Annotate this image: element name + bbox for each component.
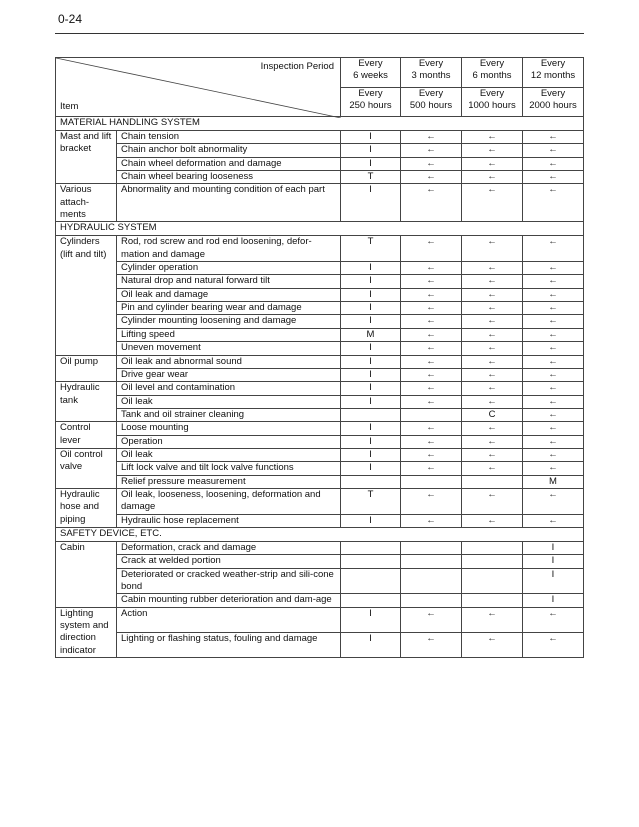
interval-mark: I — [341, 607, 401, 632]
table-row — [56, 262, 584, 275]
interval-mark: ← — [401, 435, 462, 448]
interval-mark — [462, 594, 523, 607]
interval-mark: ← — [462, 342, 523, 355]
interval-mark: I — [341, 382, 401, 395]
hours-header: Every 250 hours — [341, 87, 401, 117]
interval-mark: ← — [462, 144, 523, 157]
interval-mark: I — [341, 275, 401, 288]
interval-mark — [341, 408, 401, 421]
interval-mark: M — [523, 475, 584, 488]
interval-mark: I — [341, 144, 401, 157]
item-label: Item — [60, 100, 79, 112]
interval-mark: ← — [523, 288, 584, 301]
interval-mark: ← — [401, 275, 462, 288]
interval-mark: ← — [401, 395, 462, 408]
check-item: Oil leak, looseness, loosening, deformation and damage — [117, 488, 341, 514]
check-item: Rod, rod screw and rod end loosening, defor-mation and damage — [117, 236, 341, 262]
interval-mark: ← — [401, 144, 462, 157]
table-row — [56, 632, 584, 657]
interval-mark: ← — [462, 131, 523, 144]
interval-mark: I — [523, 568, 584, 594]
interval-mark — [341, 475, 401, 488]
table-row — [56, 131, 584, 144]
component-cell: Cylinders (lift and tilt) — [56, 236, 117, 355]
interval-mark: I — [341, 342, 401, 355]
interval-mark: T — [341, 236, 401, 262]
period-header: Every 3 months — [401, 58, 462, 88]
check-item: Uneven movement — [117, 342, 341, 355]
interval-mark: ← — [523, 382, 584, 395]
section-row — [56, 527, 584, 541]
interval-mark: ← — [523, 632, 584, 657]
interval-mark: ← — [462, 632, 523, 657]
check-item: Abnormality and mounting condition of each part — [117, 184, 341, 222]
interval-mark: I — [523, 594, 584, 607]
table-row — [56, 275, 584, 288]
interval-mark: ← — [462, 422, 523, 435]
interval-mark: ← — [401, 488, 462, 514]
check-item: Lift lock valve and tilt lock valve functions — [117, 462, 341, 475]
interval-mark: ← — [462, 328, 523, 341]
interval-mark: ← — [462, 288, 523, 301]
interval-mark: ← — [523, 184, 584, 222]
interval-mark: ← — [401, 302, 462, 315]
interval-mark: I — [341, 462, 401, 475]
interval-mark: I — [341, 302, 401, 315]
interval-mark — [341, 541, 401, 554]
interval-mark: ← — [401, 184, 462, 222]
interval-mark: ← — [523, 302, 584, 315]
section-row — [56, 222, 584, 236]
interval-mark — [341, 555, 401, 568]
interval-mark: ← — [523, 275, 584, 288]
interval-mark: I — [341, 422, 401, 435]
interval-mark: ← — [462, 448, 523, 461]
interval-mark: ← — [523, 514, 584, 527]
interval-mark: ← — [401, 632, 462, 657]
check-item: Deformation, crack and damage — [117, 541, 341, 554]
interval-mark: I — [341, 288, 401, 301]
check-item: Lighting or flashing status, fouling and damage — [117, 632, 341, 657]
interval-mark: ← — [462, 488, 523, 514]
check-item: Lifting speed — [117, 328, 341, 341]
section-title: HYDRAULIC SYSTEM — [56, 222, 584, 236]
table-row — [56, 368, 584, 381]
interval-mark: ← — [462, 607, 523, 632]
table-row — [56, 157, 584, 170]
interval-mark — [341, 594, 401, 607]
check-item: Relief pressure measurement — [117, 475, 341, 488]
interval-mark: ← — [401, 328, 462, 341]
check-item: Chain anchor bolt abnormality — [117, 144, 341, 157]
interval-mark: I — [341, 157, 401, 170]
check-item: Cabin mounting rubber deterioration and dam-age — [117, 594, 341, 607]
check-item: Oil level and contamination — [117, 382, 341, 395]
interval-mark: T — [341, 171, 401, 184]
component-cell: Hydraulic tank — [56, 382, 117, 422]
interval-mark: ← — [401, 355, 462, 368]
interval-mark: ← — [462, 236, 523, 262]
interval-mark: ← — [523, 328, 584, 341]
interval-mark: ← — [523, 157, 584, 170]
interval-mark: ← — [523, 131, 584, 144]
interval-mark: ← — [401, 422, 462, 435]
interval-mark: ← — [401, 262, 462, 275]
check-item: Oil leak and damage — [117, 288, 341, 301]
table-row — [56, 514, 584, 527]
check-item: Pin and cylinder bearing wear and damage — [117, 302, 341, 315]
interval-mark: ← — [523, 144, 584, 157]
check-item: Oil leak — [117, 448, 341, 461]
component-cell: Control lever — [56, 422, 117, 449]
interval-mark: ← — [523, 368, 584, 381]
component-cell: Various attach-ments — [56, 184, 117, 222]
interval-mark: ← — [401, 382, 462, 395]
check-item: Oil leak and abnormal sound — [117, 355, 341, 368]
check-item: Deteriorated or cracked weather-strip and sili-cone bond — [117, 568, 341, 594]
check-item: Cylinder mounting loosening and damage — [117, 315, 341, 328]
table-row — [56, 395, 584, 408]
interval-mark: M — [341, 328, 401, 341]
interval-mark: ← — [523, 262, 584, 275]
hours-header: Every 500 hours — [401, 87, 462, 117]
table-row — [56, 488, 584, 514]
table-row — [56, 541, 584, 554]
check-item: Tank and oil strainer cleaning — [117, 408, 341, 421]
component-cell: Oil pump — [56, 355, 117, 382]
interval-mark — [401, 408, 462, 421]
interval-mark: I — [341, 514, 401, 527]
interval-mark — [401, 568, 462, 594]
interval-mark: ← — [401, 315, 462, 328]
interval-mark — [401, 541, 462, 554]
interval-mark: ← — [523, 315, 584, 328]
interval-mark — [462, 568, 523, 594]
component-cell: Mast and lift bracket — [56, 131, 117, 184]
table-row — [56, 144, 584, 157]
interval-mark: ← — [401, 448, 462, 461]
table-row — [56, 328, 584, 341]
check-item: Oil leak — [117, 395, 341, 408]
check-item: Action — [117, 607, 341, 632]
table-row — [56, 184, 584, 222]
interval-mark: ← — [523, 408, 584, 421]
interval-mark: ← — [462, 395, 523, 408]
interval-mark: ← — [462, 302, 523, 315]
section-row — [56, 117, 584, 131]
interval-mark: ← — [462, 262, 523, 275]
table-row — [56, 382, 584, 395]
interval-mark: I — [523, 541, 584, 554]
table-row — [56, 236, 584, 262]
interval-mark: ← — [462, 171, 523, 184]
table-row — [56, 475, 584, 488]
interval-mark: I — [341, 368, 401, 381]
interval-mark: ← — [462, 184, 523, 222]
table-row — [56, 288, 584, 301]
interval-mark: ← — [401, 514, 462, 527]
section-title: MATERIAL HANDLING SYSTEM — [56, 117, 584, 131]
interval-mark: I — [341, 184, 401, 222]
component-cell: Hydraulic hose and piping — [56, 488, 117, 527]
inspection-table — [55, 57, 584, 658]
interval-mark: ← — [462, 462, 523, 475]
interval-mark: ← — [462, 435, 523, 448]
interval-mark — [401, 475, 462, 488]
header-rule — [55, 33, 584, 34]
table-row — [56, 555, 584, 568]
check-item: Operation — [117, 435, 341, 448]
interval-mark: ← — [462, 275, 523, 288]
interval-mark: ← — [523, 395, 584, 408]
interval-mark: ← — [523, 236, 584, 262]
interval-mark: ← — [523, 342, 584, 355]
interval-mark: I — [341, 131, 401, 144]
interval-mark: T — [341, 488, 401, 514]
interval-mark: ← — [462, 157, 523, 170]
interval-mark: I — [523, 555, 584, 568]
interval-mark: I — [341, 355, 401, 368]
table-row — [56, 607, 584, 632]
check-item: Loose mounting — [117, 422, 341, 435]
table-row — [56, 355, 584, 368]
interval-mark: ← — [401, 157, 462, 170]
check-item: Cylinder operation — [117, 262, 341, 275]
component-cell: Oil control valve — [56, 448, 117, 488]
check-item: Chain wheel bearing looseness — [117, 171, 341, 184]
interval-mark: I — [341, 315, 401, 328]
interval-mark: ← — [462, 368, 523, 381]
interval-mark: ← — [401, 288, 462, 301]
check-item: Chain tension — [117, 131, 341, 144]
interval-mark — [462, 541, 523, 554]
table-row — [56, 342, 584, 355]
interval-mark: ← — [523, 488, 584, 514]
table-row — [56, 408, 584, 421]
interval-mark: ← — [523, 448, 584, 461]
period-header: Every 6 months — [462, 58, 523, 88]
period-header: Every 12 months — [523, 58, 584, 88]
interval-mark: C — [462, 408, 523, 421]
check-item: Drive gear wear — [117, 368, 341, 381]
interval-mark: ← — [401, 342, 462, 355]
hours-header: Every 2000 hours — [523, 87, 584, 117]
interval-mark: ← — [523, 607, 584, 632]
header-row-period — [56, 58, 584, 88]
table-body — [56, 117, 584, 658]
interval-mark — [462, 475, 523, 488]
interval-mark: I — [341, 435, 401, 448]
table-row — [56, 568, 584, 594]
component-cell: Lighting system and direction indicator — [56, 607, 117, 657]
interval-mark: ← — [523, 435, 584, 448]
check-item: Crack at welded portion — [117, 555, 341, 568]
hours-header: Every 1000 hours — [462, 87, 523, 117]
interval-mark: I — [341, 632, 401, 657]
interval-mark — [401, 555, 462, 568]
interval-mark: ← — [462, 355, 523, 368]
table-row — [56, 302, 584, 315]
interval-mark: I — [341, 262, 401, 275]
section-title: SAFETY DEVICE, ETC. — [56, 527, 584, 541]
table-row — [56, 462, 584, 475]
interval-mark: ← — [462, 514, 523, 527]
table-row — [56, 448, 584, 461]
interval-mark: ← — [401, 607, 462, 632]
interval-mark: ← — [401, 131, 462, 144]
table-row — [56, 422, 584, 435]
interval-mark — [341, 568, 401, 594]
interval-mark: ← — [523, 355, 584, 368]
interval-mark: ← — [401, 462, 462, 475]
table-row — [56, 315, 584, 328]
page-number: 0-24 — [58, 12, 83, 26]
interval-mark: ← — [523, 422, 584, 435]
interval-mark: ← — [462, 382, 523, 395]
interval-mark: ← — [523, 171, 584, 184]
interval-mark: I — [341, 448, 401, 461]
interval-mark: ← — [462, 315, 523, 328]
interval-mark: ← — [523, 462, 584, 475]
interval-mark: ← — [401, 236, 462, 262]
check-item: Hydraulic hose replacement — [117, 514, 341, 527]
table-row — [56, 435, 584, 448]
interval-mark — [401, 594, 462, 607]
header-corner-cell — [56, 58, 341, 117]
component-cell: Cabin — [56, 541, 117, 607]
interval-mark: ← — [401, 368, 462, 381]
check-item: Chain wheel deformation and damage — [117, 157, 341, 170]
interval-mark: ← — [401, 171, 462, 184]
interval-mark: I — [341, 395, 401, 408]
table-row — [56, 594, 584, 607]
interval-mark — [462, 555, 523, 568]
table-row — [56, 171, 584, 184]
inspection-period-label: Inspection Period — [260, 61, 334, 72]
period-header: Every 6 weeks — [341, 58, 401, 88]
check-item: Natural drop and natural forward tilt — [117, 275, 341, 288]
